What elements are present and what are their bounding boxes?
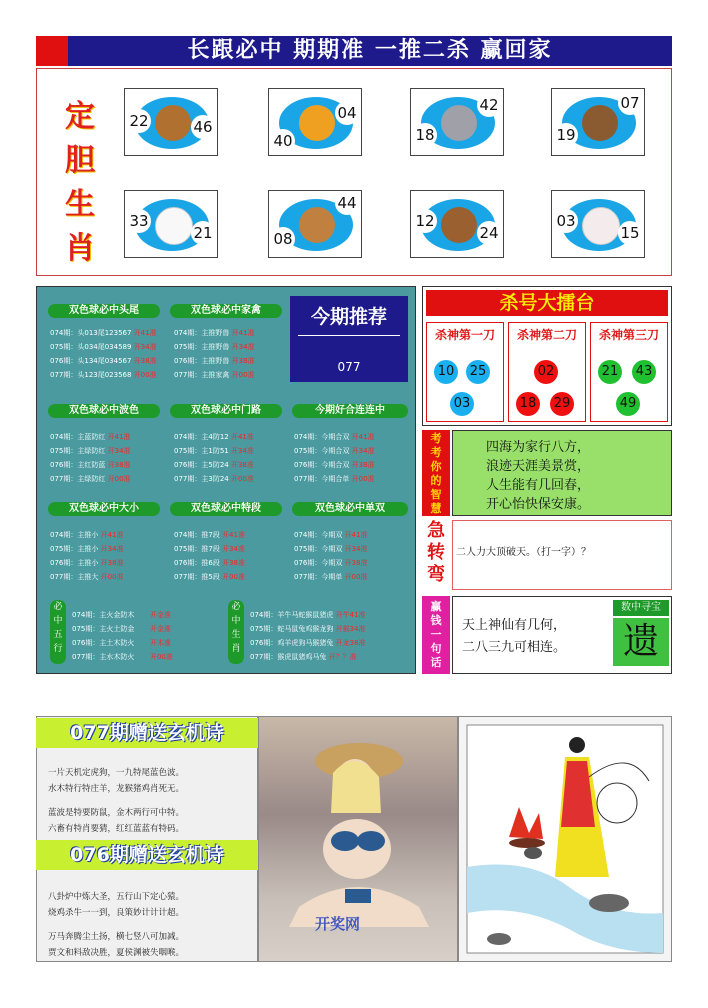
zodiac-number: 19: [554, 123, 578, 147]
table-row: [174, 328, 255, 338]
row-result: 开41准: [133, 329, 157, 337]
row-text: 076期：主推小: [50, 559, 99, 567]
table-row: [174, 572, 245, 582]
photo-watermark: 开奖网: [315, 915, 361, 933]
wisdom-line: 浪迹天涯美景赏，: [486, 459, 591, 474]
row-result: 开41准: [222, 531, 245, 539]
knife-title-3: 杀神第三刀: [598, 328, 659, 342]
ball: 25: [466, 360, 490, 384]
row-text: 077期：今期合单: [294, 475, 350, 483]
row-text: 074期：推7段: [174, 531, 220, 539]
wuxing-tag: 必 中 五 行: [50, 600, 66, 664]
row-text: 077期：主3防24: [174, 475, 229, 483]
row-result: 开00准: [133, 371, 157, 379]
table-row: [50, 370, 157, 380]
row-text: 075期：头034尾034589: [50, 343, 132, 351]
row-result: 开金准: [149, 611, 171, 619]
poem-line: 蓝波是特要防鼠，金木两行可中特。: [48, 808, 185, 818]
table-row: [50, 460, 131, 470]
table-row: [72, 610, 171, 620]
row-result: 开41准: [107, 433, 131, 441]
row-text: 074期：今期合双: [294, 433, 350, 441]
section-title-wave: 双色球必中波色: [48, 404, 160, 418]
row-result: 开34准: [100, 545, 124, 553]
row-result: 开00准: [149, 653, 173, 661]
row-text: 074期：主4防12: [174, 433, 229, 441]
row-text: 077期：推5段: [174, 573, 220, 581]
row-text: 074期：羊牛马蛇猴鼠猪虎: [250, 611, 334, 619]
row-result: 开00准: [222, 573, 245, 581]
riddle-tag: 急 转 弯: [427, 520, 445, 585]
row-text: 074期：主推野兽: [174, 329, 230, 337]
table-row: [50, 446, 131, 456]
section-title-home: 双色球必中家禽: [170, 304, 282, 318]
zodiac-number: 03: [554, 209, 578, 233]
table-row: [294, 572, 368, 582]
row-text: 076期：主红防蓝: [50, 461, 106, 469]
row-result: 开38准: [230, 461, 254, 469]
recommend-divider: [298, 335, 400, 336]
wisdom-line: 四海为家行八方，: [486, 440, 591, 455]
row-result: 开猴34准: [335, 625, 366, 633]
dog-icon: [299, 207, 335, 243]
zodiac-card-dog: [268, 190, 362, 258]
table-row: [50, 558, 124, 568]
ball: 49: [616, 392, 640, 416]
tiger-icon: [299, 105, 335, 141]
table-row: [50, 474, 131, 484]
table-row: [250, 652, 357, 662]
row-text: 074期：主推小: [50, 531, 99, 539]
knife-title-1: 杀神第一刀: [434, 328, 495, 342]
row-result: 开38准: [107, 461, 131, 469]
boar-icon: [582, 105, 618, 141]
zodiac-title-char: 生: [65, 187, 95, 222]
row-text: 075期：今期合双: [294, 447, 350, 455]
row-text: 077期：今期单: [294, 573, 343, 581]
row-result: 开00准: [230, 475, 254, 483]
recommend-value: 077: [337, 360, 361, 374]
row-result: 开41准: [230, 433, 254, 441]
table-row: [50, 544, 124, 554]
row-result: 开00准: [351, 475, 375, 483]
table-row: [72, 652, 173, 662]
header-title: 长跟必中 期期准 一推二杀 赢回家: [68, 36, 672, 66]
zodiac-title-char: 肖: [65, 231, 95, 266]
row-text: 075期：主推小: [50, 545, 99, 553]
row-text: 076期：主土木防火: [72, 639, 135, 647]
poem-line: 贾文和料敌决胜，夏侯渊被失咽喉。: [48, 948, 185, 958]
table-row: [174, 356, 255, 366]
zodiac-card-rat: [410, 88, 504, 156]
header-red-block: [36, 36, 68, 66]
row-text: 077期：主绿防红: [50, 475, 106, 483]
zodiac-number: 22: [127, 109, 151, 133]
zodiac-number: 21: [191, 221, 215, 245]
wisdom-line: 人生能有几回春，: [486, 478, 591, 493]
section-title-luck: 今期好合连连中: [292, 404, 408, 418]
row-result: 开38准: [344, 559, 368, 567]
zodiac-number: 40: [271, 129, 295, 153]
table-row: [50, 342, 157, 352]
row-text: 077期：主推大: [50, 573, 99, 581]
zodiac-card-rooster: [124, 190, 218, 258]
zodiac-number: 33: [127, 209, 151, 233]
row-result: 开34准: [351, 447, 375, 455]
row-text: 076期：鸡羊虎狗马猴猪兔: [250, 639, 334, 647]
table-row: [250, 610, 366, 620]
zodiac-title: [60, 95, 100, 271]
zodiac-number: 08: [271, 227, 295, 251]
row-text: 077期：猴虎鼠猪鸡马兔: [250, 653, 327, 661]
row-text: 077期：主水木防火: [72, 653, 135, 661]
zodiac-number: 24: [477, 221, 501, 245]
row-result: 开34准: [230, 447, 254, 455]
section-title-size: 双色球必中大小: [48, 502, 160, 516]
money-tag: 赢 钱 一 句 话: [422, 596, 450, 674]
zodiac-number: 04: [335, 101, 359, 125]
monkey-icon: [155, 105, 191, 141]
row-text: 075期：主火土防金: [72, 625, 135, 633]
table-row: [174, 446, 254, 456]
poem-line: 万马奔腾尘土扬，横七竖八可加减。: [48, 932, 185, 942]
table-row: [294, 474, 375, 484]
table-row: [50, 572, 124, 582]
table-row: [294, 446, 375, 456]
find-treasure-title: 数中寻宝: [613, 600, 669, 616]
table-row: [174, 530, 245, 540]
row-result: 开41准: [351, 433, 375, 441]
row-text: 075期：蛇马鼠兔鸡猴龙狗: [250, 625, 334, 633]
row-text: 077期：主推家禽: [174, 371, 230, 379]
table-row: [294, 432, 375, 442]
ox-icon: [441, 207, 477, 243]
row-result: 开34准: [107, 447, 131, 455]
row-text: 076期：今期合双: [294, 461, 350, 469]
riddle-text: 二人力大顶破天。（打一字）？: [456, 547, 591, 558]
row-result: 开00准: [100, 573, 124, 581]
zodiac-title-char: 定: [65, 99, 95, 134]
row-result: 开34准: [231, 343, 255, 351]
row-result: 开38准: [222, 559, 245, 567]
row-text: 076期：今期双: [294, 559, 343, 567]
poem-panel: [36, 716, 258, 962]
row-text: 076期：主5防24: [174, 461, 229, 469]
row-result: 开41准: [344, 531, 368, 539]
table-row: [72, 638, 171, 648]
poem-077-title: 077期赠送玄机诗: [36, 718, 258, 748]
photo-image: [258, 716, 458, 962]
zodiac-card-ox: [410, 190, 504, 258]
row-text: 075期：主推野兽: [174, 343, 230, 351]
ink-painting-image: [458, 716, 672, 962]
row-result: 开38准: [231, 357, 255, 365]
poem-line: 水木特行特庄羊，龙猴猪鸡肖死无。: [48, 784, 185, 794]
poem-076-title: 076期赠送玄机诗: [36, 840, 258, 870]
row-result: 开34准: [222, 545, 245, 553]
table-row: [174, 474, 254, 484]
row-result: 开38准: [351, 461, 375, 469]
row-result: 开金准: [149, 625, 171, 633]
row-text: 075期：今期双: [294, 545, 343, 553]
row-result: 开34准: [133, 343, 157, 351]
ball: 43: [632, 360, 656, 384]
arena-title: 杀号大擂台: [426, 290, 668, 316]
rat-icon: [441, 105, 477, 141]
row-text: 074期：主蓝防红: [50, 433, 106, 441]
zodiac-number: 46: [191, 115, 215, 139]
zodiac-number: 15: [618, 221, 642, 245]
table-row: [50, 530, 124, 540]
painting-figure: [459, 717, 671, 961]
row-text: 076期：头134尾034567: [50, 357, 132, 365]
row-text: 074期：头013尾123567: [50, 329, 132, 337]
zodiac-number: 07: [618, 91, 642, 115]
row-text: 074期：主火金防木: [72, 611, 135, 619]
table-row: [174, 544, 245, 554]
row-text: 074期：今期双: [294, 531, 343, 539]
section-title-odd: 双色球必中单双: [292, 502, 408, 516]
recommend-title: 今期推荐: [310, 306, 387, 328]
row-result: 开00准: [231, 371, 255, 379]
section-title-special: 双色球必中特段: [170, 502, 282, 516]
table-row: [174, 432, 254, 442]
find-treasure-char: 遗: [613, 618, 669, 666]
zodiac-number: 42: [477, 93, 501, 117]
row-text: 075期：主绿防红: [50, 447, 106, 455]
section-title-door: 双色球必中门路: [170, 404, 282, 418]
row-result: 开38准: [100, 559, 124, 567]
table-row: [250, 638, 366, 648]
ball: 29: [550, 392, 574, 416]
poem-line: 烧鸡杀牛一一到，良策妙计计计超。: [48, 908, 185, 918]
money-line: 天上神仙有几何，: [462, 618, 567, 633]
ball: 02: [534, 360, 558, 384]
table-row: [174, 342, 255, 352]
poem-line: 一片天机定虎狗，一九特尾蓝色波。: [48, 768, 185, 778]
row-result: 开41准: [231, 329, 255, 337]
zodiac-card-rabbit: [551, 190, 645, 258]
table-row: [174, 558, 245, 568]
table-row: [50, 356, 157, 366]
zodiac-number: 18: [413, 123, 437, 147]
row-text: 075期：主1防51: [174, 447, 229, 455]
table-row: [294, 544, 368, 554]
table-row: [294, 460, 375, 470]
row-result: 开龙38准: [335, 639, 366, 647]
ball: 18: [516, 392, 540, 416]
row-text: 076期：推6段: [174, 559, 220, 567]
table-row: [174, 460, 254, 470]
row-text: 076期：主推野兽: [174, 357, 230, 365]
table-row: [294, 558, 368, 568]
shengxiao-tag: 必 中 生 肖: [228, 600, 244, 664]
knife-title-2: 杀神第二刀: [516, 328, 577, 342]
row-result: 开00准: [344, 573, 368, 581]
wisdom-line: 开心怡快保安康。: [486, 497, 591, 512]
zodiac-card-tiger: [268, 88, 362, 156]
row-result: 开？？准: [328, 653, 357, 661]
poem-line: 八卦炉中炼大圣，五行山下定心猿。: [48, 892, 185, 902]
section-title-tail: 双色球必中头尾: [48, 304, 160, 318]
wisdom-tag: 考 考 你 的 智 慧: [422, 430, 450, 516]
row-result: 开41准: [100, 531, 124, 539]
rooster-icon: [155, 207, 193, 245]
row-result: 开34准: [344, 545, 368, 553]
rabbit-icon: [582, 207, 620, 245]
table-row: [50, 328, 157, 338]
row-text: 075期：推7段: [174, 545, 220, 553]
row-result: 开木准: [149, 639, 171, 647]
table-row: [50, 432, 131, 442]
poem-line: 六畜有特肖要猜，红红蓝蓝有特码。: [48, 824, 185, 834]
table-row: [72, 624, 171, 634]
row-result: 开38准: [133, 357, 157, 365]
money-line: 二八三九可相连。: [462, 640, 567, 655]
table-row: [250, 624, 366, 634]
row-text: 077期：头123尾023568: [50, 371, 132, 379]
zodiac-card-boar: [551, 88, 645, 156]
table-row: [174, 370, 255, 380]
zodiac-number: 44: [335, 191, 359, 215]
ball: 10: [434, 360, 458, 384]
row-result: 开00准: [107, 475, 131, 483]
table-row: [294, 530, 368, 540]
ball: 03: [450, 392, 474, 416]
zodiac-number: 12: [413, 209, 437, 233]
row-result: 开牛41准: [335, 611, 366, 619]
zodiac-title-char: 胆: [65, 143, 95, 178]
zodiac-card-monkey: [124, 88, 218, 156]
ball: 21: [598, 360, 622, 384]
